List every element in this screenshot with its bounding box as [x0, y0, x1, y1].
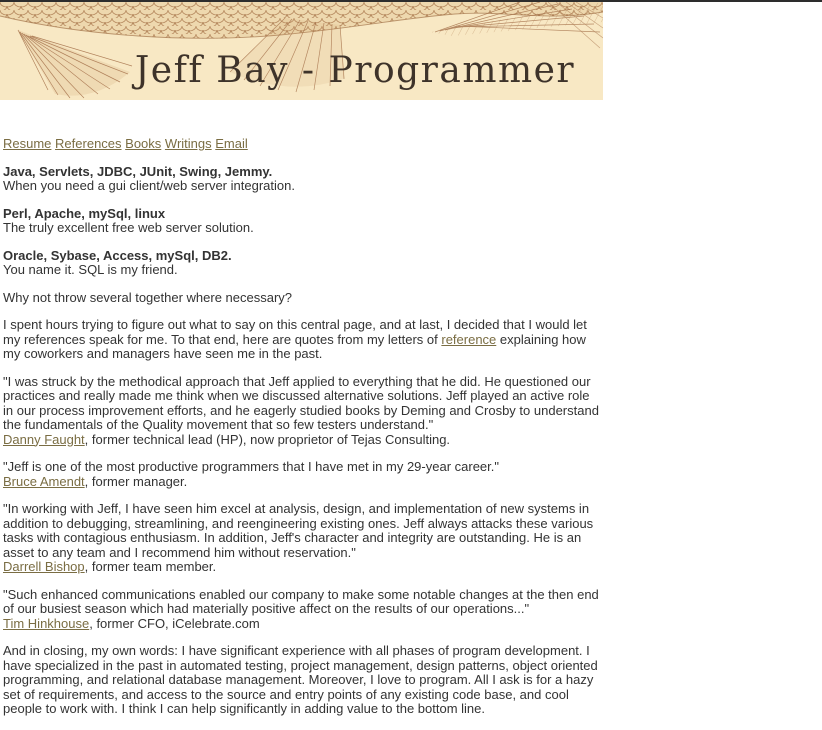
skill-description: The truly excellent free web server solution.	[3, 220, 254, 235]
skill-heading: Oracle, Sybase, Access, mySql, DB2.	[3, 247, 232, 263]
nav-link-resume[interactable]: Resume	[3, 136, 52, 151]
skill-heading: Perl, Apache, mySql, linux	[3, 205, 166, 221]
closing-paragraph: And in closing, my own words: I have significant experience with all phases of program development. I have specialized in the past in automated testing, project management, design patterns, object oriented programming, and relational database management. Moreover, I love to program. All I ask is for a hazy set of requirements, and access to the source and entry points of any existing code base, and cool people to work with. I think I can help significantly in adding value to the bottom line.	[3, 643, 598, 716]
quote-text: "Jeff is one of the most productive programmers that I have met in my 29-year career."	[3, 459, 499, 474]
skill-heading: Java, Servlets, JDBC, JUnit, Swing, Jemmy.	[3, 163, 273, 179]
skill-section-perl	[3, 207, 603, 236]
quote-text: "Such enhanced communications enabled our company to make some notable changes at the then end of our busiest season which had materially positive affect on the results of our operations..."	[3, 586, 599, 616]
quote-block	[3, 502, 603, 575]
fish-illustration	[0, 2, 603, 100]
nav-link-email[interactable]: Email	[215, 136, 248, 151]
skill-section-java	[3, 165, 603, 194]
mix-question: Why not throw several together where necessary?	[3, 289, 293, 305]
quote-text: "In working with Jeff, I have seen him excel at analysis, design, and implementation of new systems in addition to debugging, streamlining, and reengineering existing ones. Jeff always attacks these various tasks with contagious enthusiasm. In addition, Jeff's character and integrity are outstanding. He is an asset to any team and I recommend him without reservation."	[3, 501, 594, 560]
quote-attribution: , former CFO, iCelebrate.com	[89, 615, 260, 631]
intro-text-before: I spent hours trying to figure out what to say on this central page, and at last, I decided that I would let my references speak for me. To that end, here are quotes from my letters of	[3, 317, 587, 347]
quote-block	[3, 460, 603, 489]
banner	[0, 2, 603, 100]
intro-text-after: explaining how my coworkers and managers have seen me in the past.	[3, 331, 586, 361]
quote-author-link[interactable]: Danny Faught	[3, 431, 85, 447]
nav-link-references[interactable]: References	[55, 136, 122, 151]
nav-link-books[interactable]: Books	[125, 136, 162, 151]
site-title: Jeff Bay - Programmer	[134, 50, 576, 91]
skill-description: You name it. SQL is my friend.	[3, 262, 178, 277]
nav-link-writings[interactable]: Writings	[164, 136, 212, 151]
intro-paragraph	[3, 318, 603, 362]
quote-author-link[interactable]: Darrell Bishop	[3, 559, 85, 574]
nav-bar	[3, 137, 603, 152]
quote-block	[3, 375, 603, 448]
reference-link[interactable]: reference	[441, 331, 497, 347]
quote-author-link[interactable]: Bruce Amendt	[3, 473, 85, 489]
page-content	[3, 137, 603, 717]
quote-attribution: , former manager.	[84, 473, 188, 489]
quote-author-link[interactable]: Tim Hinkhouse	[3, 615, 90, 631]
skill-description: When you need a gui client/web server integration.	[3, 178, 295, 193]
quote-attribution: , former team member.	[84, 559, 217, 574]
quote-block	[3, 588, 603, 632]
quote-text: "I was struck by the methodical approach that Jeff applied to everything that he did. He questioned our practices and really made me think when we discussed alternative solutions. Jeff played an active role in our process improvement efforts, and he eagerly studied books by Deming and Crosby to understand the fundamentals of the Quality movement that so few testers understand."	[3, 373, 599, 432]
quote-attribution: , former technical lead (HP), now proprietor of Tejas Consulting.	[84, 431, 451, 447]
skill-section-databases	[3, 249, 603, 278]
